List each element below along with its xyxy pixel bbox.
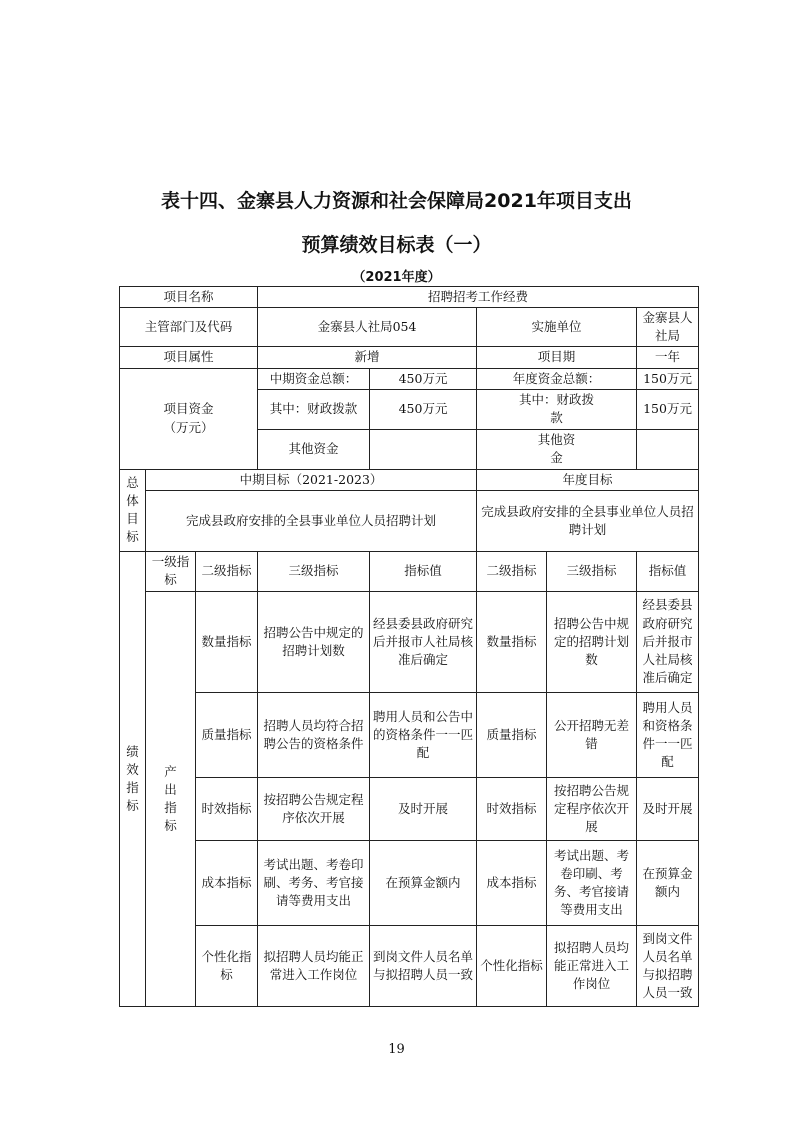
level1-header: 一级指标 — [146, 551, 196, 591]
row-indicator-header — [120, 551, 699, 591]
year-value-cell: 在预算金额内 — [637, 840, 699, 925]
period-value: 一年 — [637, 347, 699, 368]
mid-level3-cell: 按招聘公告规定程序依次开展 — [258, 777, 370, 840]
mid-value-cell: 经县委县政府研究后并报市人社局核准后确定 — [370, 591, 477, 692]
year-value-header: 指标值 — [637, 551, 699, 591]
year-level2-cell: 数量指标 — [477, 591, 547, 692]
row-goals-text — [120, 490, 699, 551]
side-char: 效 — [126, 761, 139, 777]
indicator-row — [120, 925, 699, 1006]
year-goal-header: 年度目标 — [477, 469, 699, 490]
value-header: 指标值 — [370, 551, 477, 591]
overall-goal-side-label — [120, 469, 146, 551]
mid-level3-cell: 拟招聘人员均能正常进入工作岗位 — [258, 925, 370, 1006]
level2-cell: 质量指标 — [196, 692, 258, 777]
year-other-label — [477, 429, 637, 469]
mid-total-value: 450万元 — [370, 368, 477, 389]
mid-value-cell: 在预算金额内 — [370, 840, 477, 925]
year-other-label-a: 其他资 — [537, 432, 576, 447]
dept-label: 主管部门及代码 — [120, 308, 258, 347]
document-year: （2021年度） — [352, 270, 441, 285]
row-goals-header — [120, 469, 699, 490]
year-other-label-b: 金 — [550, 450, 563, 466]
mid-total-label: 中期资金总额： — [258, 368, 370, 389]
output-indicator-label — [146, 591, 196, 1006]
level2-cell: 个性化指标 — [196, 925, 258, 1006]
mid-fin-value: 450万元 — [370, 389, 477, 429]
level2-cell: 数量指标 — [196, 591, 258, 692]
year-level2-cell: 个性化指标 — [477, 925, 547, 1006]
mid-goal-header: 中期目标（2021-2023） — [146, 469, 477, 490]
year-level2-header: 二级指标 — [477, 551, 547, 591]
dept-value: 金寨县人社局054 — [258, 308, 477, 347]
funds-unit-text: （万元） — [163, 419, 214, 435]
mid-level3-cell: 招聘人员均符合招聘公告的资格条件 — [258, 692, 370, 777]
side-char: 出 — [164, 781, 177, 797]
mid-goal-text: 完成县政府安排的全县事业单位人员招聘计划 — [146, 490, 477, 551]
level3-header: 三级指标 — [258, 551, 370, 591]
side-char: 总 — [126, 474, 139, 490]
year-value-cell: 经县委县政府研究后并报市人社局核准后确定 — [637, 591, 699, 692]
year-other-value — [637, 429, 699, 469]
side-char: 指 — [164, 799, 177, 815]
page-number: 19 — [388, 1042, 405, 1057]
row-attribute — [120, 347, 699, 368]
side-char: 目 — [126, 511, 139, 527]
impl-value: 金寨县人社局 — [637, 308, 699, 347]
document-title-line1: 表十四、金寨县人力资源和社会保障局2021年项目支出 — [161, 190, 632, 212]
side-char: 标 — [126, 797, 139, 813]
performance-target-table — [119, 286, 699, 1007]
impl-label: 实施单位 — [477, 308, 637, 347]
year-fin-value: 150万元 — [637, 389, 699, 429]
year-goal-text: 完成县政府安排的全县事业单位人员招聘计划 — [477, 490, 699, 551]
row-project-name — [120, 287, 699, 308]
indicator-row — [120, 692, 699, 777]
year-level3-cell: 考试出题、考卷印刷、考务、考官接请等费用支出 — [547, 840, 637, 925]
document-title-line2: 预算绩效目标表（一） — [301, 234, 492, 256]
side-char: 标 — [126, 529, 139, 545]
level2-cell: 时效指标 — [196, 777, 258, 840]
year-value-cell: 及时开展 — [637, 777, 699, 840]
mid-value-cell: 到岗文件人员名单与拟招聘人员一致 — [370, 925, 477, 1006]
side-char: 标 — [164, 817, 177, 833]
mid-level3-cell: 考试出题、考卷印刷、考务、考官接请等费用支出 — [258, 840, 370, 925]
year-level2-cell: 质量指标 — [477, 692, 547, 777]
side-char: 指 — [126, 779, 139, 795]
indicator-row — [120, 840, 699, 925]
project-name-value: 招聘招考工作经费 — [258, 287, 699, 308]
project-name-label: 项目名称 — [120, 287, 258, 308]
level2-cell: 成本指标 — [196, 840, 258, 925]
side-char: 体 — [126, 493, 139, 509]
year-level3-cell: 公开招聘无差错 — [547, 692, 637, 777]
year-value-cell: 到岗文件人员名单与拟招聘人员一致 — [637, 925, 699, 1006]
mid-other-label: 其他资金 — [258, 429, 370, 469]
indicator-row — [120, 777, 699, 840]
mid-level3-cell: 招聘公告中规定的招聘计划数 — [258, 591, 370, 692]
row-funds-total — [120, 368, 699, 389]
mid-fin-label: 其中：财政拨款 — [258, 389, 370, 429]
year-level3-cell: 拟招聘人员均能正常进入工作岗位 — [547, 925, 637, 1006]
mid-value-cell: 聘用人员和公告中的资格条件一一匹配 — [370, 692, 477, 777]
mid-value-cell: 及时开展 — [370, 777, 477, 840]
year-total-label: 年度资金总额： — [477, 368, 637, 389]
mid-other-value — [370, 429, 477, 469]
year-fin-label-b: 款 — [550, 410, 563, 426]
attr-label: 项目属性 — [120, 347, 258, 368]
attr-value: 新增 — [258, 347, 477, 368]
period-label: 项目期 — [477, 347, 637, 368]
level2-header: 二级指标 — [196, 551, 258, 591]
year-value-cell: 聘用人员和资格条件一一匹配 — [637, 692, 699, 777]
year-fin-label — [477, 389, 637, 429]
year-fin-label-a: 其中：财政拨 — [519, 392, 595, 407]
funds-label-text: 项目资金 — [163, 401, 214, 417]
year-level3-cell: 按招聘公告规定程序依次开展 — [547, 777, 637, 840]
row-department — [120, 308, 699, 347]
side-char: 产 — [164, 763, 177, 779]
performance-side-label — [120, 551, 146, 1006]
year-level3-header: 三级指标 — [547, 551, 637, 591]
funds-label — [120, 368, 258, 469]
year-level2-cell: 时效指标 — [477, 777, 547, 840]
year-total-value: 150万元 — [637, 368, 699, 389]
side-char: 绩 — [126, 743, 139, 759]
year-level3-cell: 招聘公告中规定的招聘计划数 — [547, 591, 637, 692]
year-level2-cell: 成本指标 — [477, 840, 547, 925]
indicator-row — [120, 591, 699, 692]
